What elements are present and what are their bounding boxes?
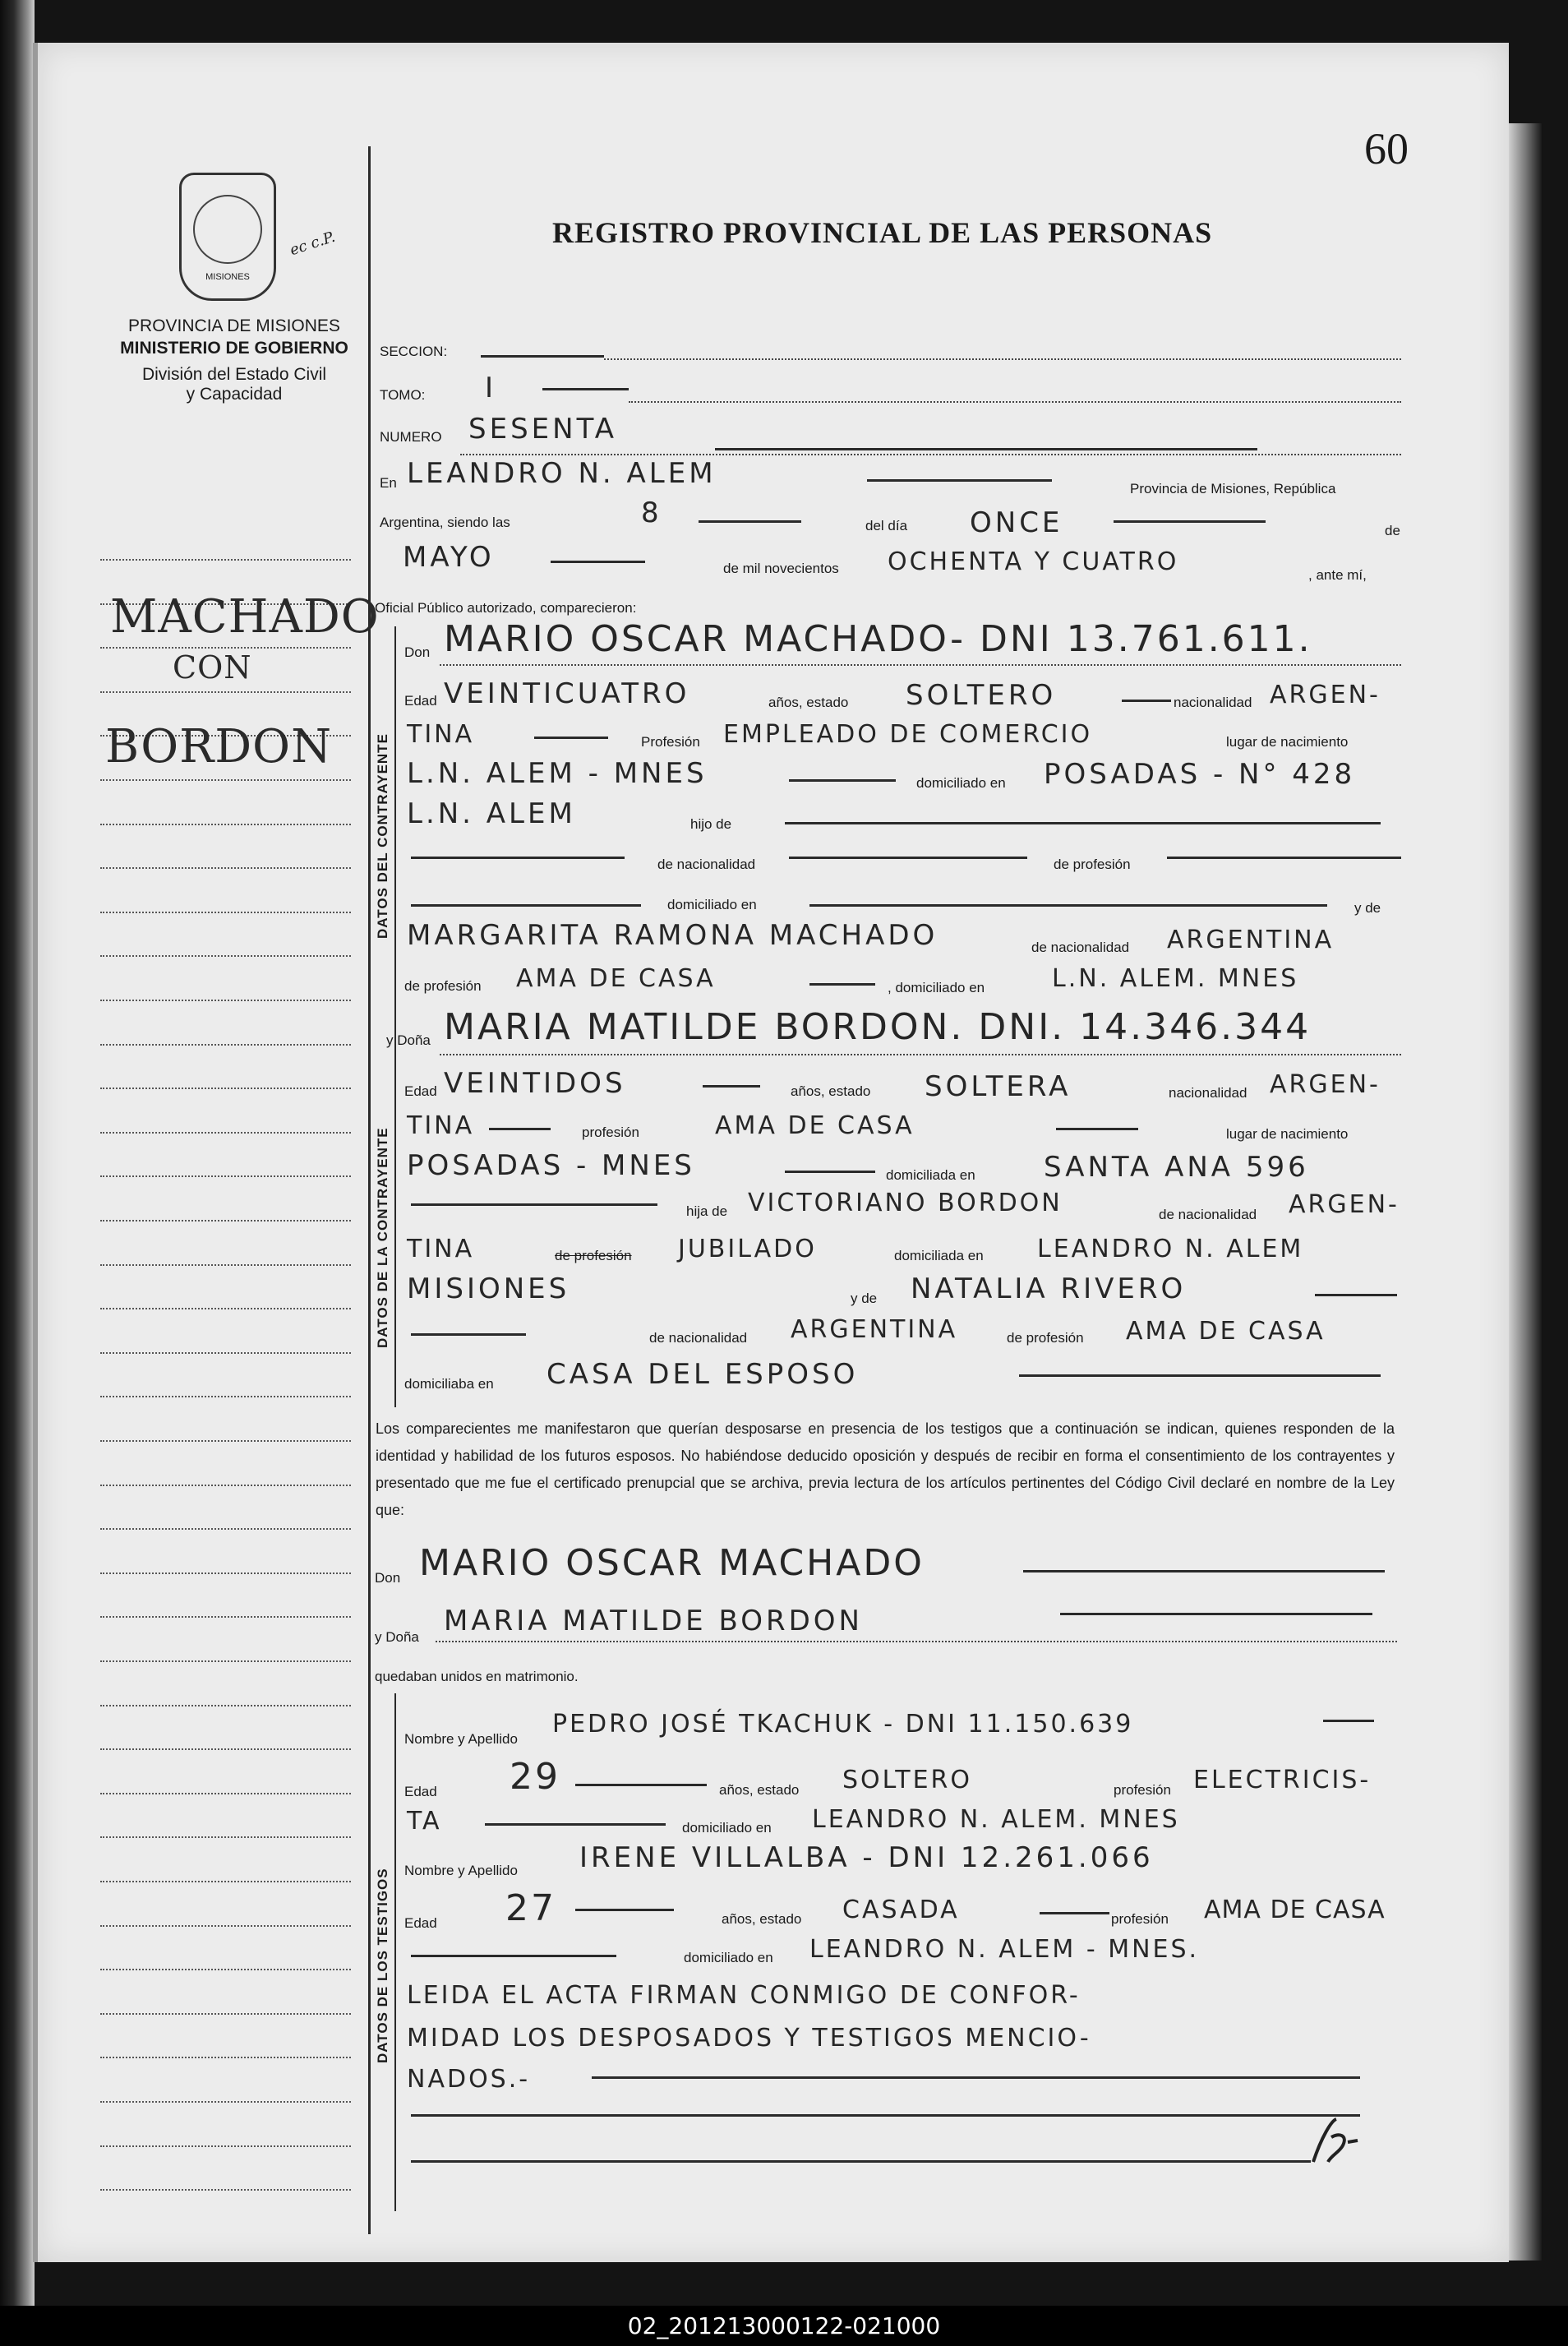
margin-rule-line bbox=[100, 824, 351, 825]
anos-label: años, estado bbox=[768, 695, 849, 710]
edad-label-t2: Edad bbox=[404, 1915, 437, 1931]
numero-value: SESENTA bbox=[468, 413, 617, 446]
margin-rule-line bbox=[100, 1264, 351, 1266]
lugar-label: lugar de nacimiento bbox=[1226, 734, 1349, 750]
groom-profesion: EMPLEADO DE COMERCIO bbox=[723, 720, 1093, 749]
hour-value: 8 bbox=[641, 496, 662, 529]
anos-label-f: años, estado bbox=[791, 1083, 871, 1099]
page-title: REGISTRO PROVINCIAL DE LAS PERSONAS bbox=[552, 216, 1213, 249]
margin-rule-line bbox=[100, 1528, 351, 1530]
profesion-label-t1: profesión bbox=[1114, 1782, 1171, 1798]
anos-label-t2: años, estado bbox=[722, 1911, 802, 1927]
groom-nac-b: TINA bbox=[407, 720, 475, 749]
margin-rule-line bbox=[100, 559, 351, 561]
oficial-label: Oficial Público autorizado, comparecieron: bbox=[375, 600, 637, 616]
margin-rule-line bbox=[100, 1440, 351, 1442]
handwritten-note: ec c.P. bbox=[288, 228, 338, 260]
bride-lugar: POSADAS - MNES bbox=[407, 1149, 695, 1182]
groom-madre-nac: ARGENTINA bbox=[1167, 926, 1335, 954]
decl-don-label: Don bbox=[375, 1570, 401, 1586]
don-label: Don bbox=[404, 644, 431, 660]
margin-rule-line bbox=[100, 2101, 351, 2103]
nombre-label-2: Nombre y Apellido bbox=[404, 1863, 518, 1878]
margin-rule-line bbox=[100, 647, 351, 649]
margin-rule-line bbox=[100, 779, 351, 781]
y-de-label-f: y de bbox=[851, 1291, 878, 1306]
numero-label: NUMERO bbox=[380, 429, 442, 445]
margin-rule-line bbox=[100, 2057, 351, 2058]
testigo1-prof-b: TA bbox=[407, 1807, 442, 1836]
padre-nac-label: de nacionalidad bbox=[1159, 1207, 1257, 1222]
year-value: OCHENTA Y CUATRO bbox=[888, 547, 1179, 576]
edad-label-f: Edad bbox=[404, 1083, 437, 1099]
dona-label: y Doña bbox=[386, 1032, 431, 1048]
hija-label: hija de bbox=[686, 1203, 728, 1219]
madre-nac-label: de nacionalidad bbox=[1031, 940, 1130, 955]
groom-madre: MARGARITA RAMONA MACHADO bbox=[407, 919, 938, 952]
provincia-label: Provincia de Misiones, República bbox=[1130, 481, 1336, 496]
nombre-label-1: Nombre y Apellido bbox=[404, 1731, 518, 1747]
groom-domicilio2: L.N. ALEM bbox=[407, 797, 576, 830]
profesion-label-t2: profesión bbox=[1111, 1911, 1169, 1927]
bride-padre-nac-a: ARGEN- bbox=[1289, 1190, 1400, 1219]
decl-closing: quedaban unidos en matrimonio. bbox=[375, 1669, 579, 1684]
ante-label: , ante mí, bbox=[1308, 567, 1367, 583]
bride-madre: NATALIA RIVERO bbox=[911, 1272, 1187, 1305]
testigo2-name: IRENE VILLALBA - DNI 12.261.066 bbox=[579, 1841, 1154, 1874]
institution-ministry: MINISTERIO DE GOBIERNO bbox=[120, 339, 348, 358]
groom-madre-prof: AMA DE CASA bbox=[516, 964, 716, 993]
margin-rule-line bbox=[100, 1969, 351, 1970]
testigo1-dom: LEANDRO N. ALEM. MNES bbox=[812, 1805, 1180, 1834]
tomo-label: TOMO: bbox=[380, 387, 426, 403]
testigo2-prof: AMA DE CASA bbox=[1204, 1896, 1386, 1924]
bride-domicilio: SANTA ANA 596 bbox=[1044, 1151, 1309, 1184]
margin-rule-line bbox=[100, 1705, 351, 1706]
margin-name-bride: BORDON bbox=[105, 720, 333, 774]
decl-groom: MARIO OSCAR MACHADO bbox=[419, 1542, 925, 1584]
del-dia-label: del día bbox=[865, 518, 908, 533]
declaration-text: Los comparecientes me manifestaron que querían desposarse en presencia de los testigos que a continuación se indican, quienes responden de la identidad y habilidad de los futuros esposos. No habiéndose deducido oposición y después de recibir en forma el consentimiento de los contrayentes y presentado que me fue el certificado prenupcial que se archiva, previa lectura de los artículos pertinentes del Código Civil declaré en nombre de la Ley que: bbox=[376, 1420, 1395, 1518]
bride-madre-prof: AMA DE CASA bbox=[1126, 1317, 1326, 1346]
mil-label: de mil novecientos bbox=[723, 561, 839, 576]
testigo1-prof-a: ELECTRICIS- bbox=[1193, 1766, 1372, 1794]
seccion-label: SECCION: bbox=[380, 344, 448, 359]
bride-padre-prof: JUBILADO bbox=[678, 1235, 817, 1263]
testigo2-estado: CASADA bbox=[842, 1896, 960, 1924]
page-edge bbox=[1509, 123, 1542, 2261]
margin-rule-line bbox=[100, 1352, 351, 1354]
testigo1-name: PEDRO JOSÉ TKACHUK - DNI 11.150.639 bbox=[552, 1710, 1134, 1739]
acta-note-2: MIDAD LOS DESPOSADOS Y TESTIGOS MENCIO- bbox=[407, 2024, 1091, 2053]
bride-profesion: AMA DE CASA bbox=[715, 1111, 915, 1140]
anos-label-t1: años, estado bbox=[719, 1782, 800, 1798]
margin-rule-line bbox=[100, 691, 351, 693]
groom-estado: SOLTERO bbox=[906, 679, 1057, 712]
margin-rule-line bbox=[100, 912, 351, 913]
bride-nac-b: TINA bbox=[407, 1111, 475, 1140]
book-binding bbox=[0, 0, 35, 2310]
madre-prof-label: de profesión bbox=[404, 978, 482, 994]
margin-rule-line bbox=[100, 1396, 351, 1397]
bride-padre-dom2: MISIONES bbox=[407, 1272, 570, 1305]
margin-name-con: CON bbox=[173, 649, 252, 686]
margin-rule-line bbox=[100, 1132, 351, 1134]
domiciliada-label: domiciliada en bbox=[886, 1167, 975, 1183]
signature-mark-icon bbox=[1307, 2113, 1364, 2170]
profesion-label-f: profesión bbox=[582, 1125, 639, 1140]
margin-rule-line bbox=[100, 2145, 351, 2147]
domiciliado-label-t2: domiciliado en bbox=[684, 1950, 773, 1965]
margin-divider bbox=[368, 146, 371, 2234]
margin-rule-line bbox=[100, 1748, 351, 1750]
y-de-label: y de bbox=[1354, 900, 1381, 916]
margin-rule-line bbox=[100, 1308, 351, 1309]
margin-rule-line bbox=[100, 1044, 351, 1046]
testigo1-edad: 29 bbox=[510, 1756, 560, 1798]
testigo1-estado: SOLTERO bbox=[842, 1766, 972, 1794]
testigo2-edad: 27 bbox=[505, 1887, 556, 1929]
domiciliado-en-label: domiciliado en bbox=[667, 897, 757, 912]
province-seal-icon: MISIONES bbox=[179, 173, 276, 301]
de-label: de bbox=[1385, 523, 1400, 538]
bride-padre: VICTORIANO BORDON bbox=[748, 1189, 1063, 1217]
page-number: 60 bbox=[1364, 124, 1409, 173]
margin-rule-line bbox=[100, 1793, 351, 1794]
margin-rule-line bbox=[100, 867, 351, 869]
lugar-label-f: lugar de nacimiento bbox=[1226, 1126, 1349, 1142]
groom-lugar: L.N. ALEM - MNES bbox=[407, 757, 708, 790]
acta-note-3: NADOS.- bbox=[407, 2065, 531, 2094]
hijo-label: hijo de bbox=[690, 816, 732, 832]
bride-nac-a: ARGEN- bbox=[1270, 1070, 1381, 1099]
section-contrayente-f: DATOS DE LA CONTRAYENTE bbox=[375, 1127, 390, 1348]
month-value: MAYO bbox=[403, 541, 495, 574]
margin-rule-line bbox=[100, 1616, 351, 1618]
testigo2-dom: LEANDRO N. ALEM - MNES. bbox=[809, 1935, 1200, 1964]
de-nac-label: de nacionalidad bbox=[657, 857, 756, 872]
section-testigos: DATOS DE LOS TESTIGOS bbox=[375, 1868, 390, 2063]
day-value: ONCE bbox=[970, 506, 1063, 539]
edad-label-t1: Edad bbox=[404, 1784, 437, 1799]
bride-domiciliaba: CASA DEL ESPOSO bbox=[546, 1358, 859, 1391]
bride-edad: VEINTIDOS bbox=[444, 1067, 626, 1100]
acta-note-1: LEIDA EL ACTA FIRMAN CONMIGO DE CONFOR- bbox=[407, 1981, 1081, 2010]
margin-rule-line bbox=[100, 1572, 351, 1574]
margin-rule-line bbox=[100, 2189, 351, 2191]
argentina-label: Argentina, siendo las bbox=[380, 515, 510, 530]
bride-padre-dom: LEANDRO N. ALEM bbox=[1037, 1235, 1304, 1263]
institution-capacity: y Capacidad bbox=[186, 385, 283, 404]
section-contrayente: DATOS DEL CONTRAYENTE bbox=[375, 733, 390, 939]
decl-dona-label: y Doña bbox=[375, 1629, 419, 1645]
margin-rule-line bbox=[100, 1175, 351, 1177]
margin-rule-line bbox=[100, 2013, 351, 2015]
margin-rule-line bbox=[100, 1000, 351, 1001]
madre-nac-label-f: de nacionalidad bbox=[649, 1330, 748, 1346]
bride-madre-nac: ARGENTINA bbox=[791, 1315, 958, 1344]
bride-name: MARIA MATILDE BORDON. DNI. 14.346.344 bbox=[444, 1006, 1312, 1048]
groom-domicilio: POSADAS - N° 428 bbox=[1044, 758, 1356, 791]
nac-label-f: nacionalidad bbox=[1169, 1085, 1247, 1101]
nac-label: nacionalidad bbox=[1174, 695, 1252, 710]
domiciliaba-label: domiciliaba en bbox=[404, 1376, 494, 1392]
madre-dom-label: , domiciliado en bbox=[888, 980, 985, 995]
decl-bride: MARIA MATILDE BORDON bbox=[444, 1605, 863, 1637]
margin-rule-line bbox=[100, 1881, 351, 1882]
institution-division: División del Estado Civil bbox=[141, 365, 327, 384]
margin-rule-line bbox=[100, 1220, 351, 1221]
margin-rule-line bbox=[100, 1925, 351, 1927]
bride-padre-nac-b: TINA bbox=[407, 1235, 475, 1263]
margin-rule-line bbox=[100, 1836, 351, 1838]
de-prof-label: de profesión bbox=[1054, 857, 1131, 872]
groom-edad: VEINTICUATRO bbox=[444, 677, 690, 710]
groom-madre-dom: L.N. ALEM. MNES bbox=[1052, 964, 1299, 993]
margin-name-groom: MACHADO bbox=[110, 590, 380, 644]
groom-name: MARIO OSCAR MACHADO- DNI 13.761.611. bbox=[444, 618, 1312, 660]
place-value: LEANDRO N. ALEM bbox=[407, 457, 717, 490]
margin-rule-line bbox=[100, 1660, 351, 1662]
domicilio-label: domiciliado en bbox=[916, 775, 1006, 791]
groom-nac-a: ARGEN- bbox=[1270, 681, 1381, 709]
padre-prof-label: de profesión bbox=[555, 1248, 632, 1263]
domiciliado-label-t1: domiciliado en bbox=[682, 1820, 772, 1836]
madre-prof-label-f: de profesión bbox=[1007, 1330, 1084, 1346]
profesion-label: Profesión bbox=[641, 734, 700, 750]
tomo-value: I bbox=[485, 372, 497, 404]
margin-rule-line bbox=[100, 1485, 351, 1486]
en-label: En bbox=[380, 475, 397, 491]
margin-rule-line bbox=[100, 1088, 351, 1089]
image-id: 02_201213000122-021000 bbox=[627, 2312, 941, 2339]
edad-label: Edad bbox=[404, 693, 437, 709]
margin-rule-line bbox=[100, 955, 351, 957]
bride-estado: SOLTERA bbox=[925, 1070, 1072, 1103]
institution-province: PROVINCIA DE MISIONES bbox=[128, 316, 340, 335]
padre-dom-label: domiciliada en bbox=[894, 1248, 984, 1263]
